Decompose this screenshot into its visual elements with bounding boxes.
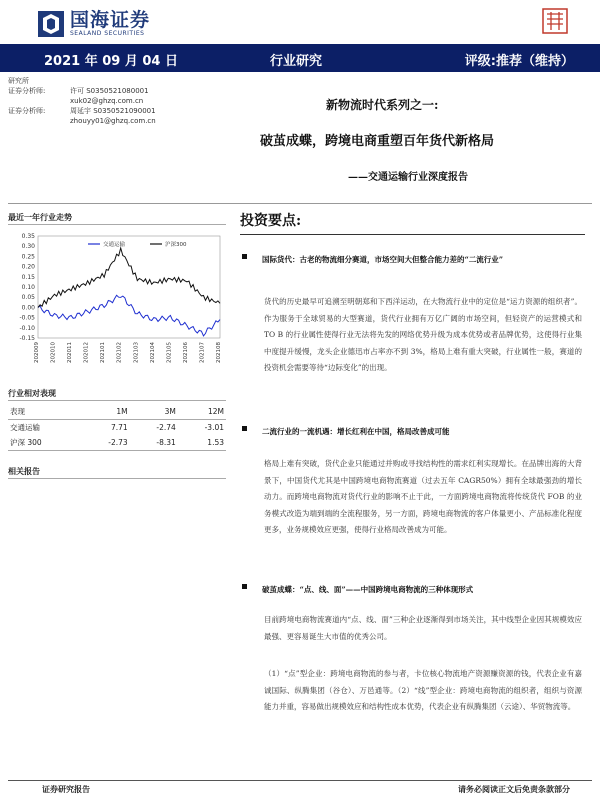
table-cell: 交通运输 <box>10 423 40 432</box>
analyst-info <box>8 76 180 126</box>
perf-title: 行业相对表现 <box>8 389 56 398</box>
bullet-icon <box>242 426 247 431</box>
y-tick-label: -0.05 <box>19 314 35 322</box>
related-reports-title: 相关报告 <box>8 467 40 476</box>
analyst-label: 证券分析师: <box>8 87 46 95</box>
section-body: 格局上难有突破，货代企业只能通过并购或寻找结构性的需求红利实现增长。在品牌出海的大背景下，中国货代尤其是中国跨境电商物流赛道（过去五年 CAGR50%）拥有全球最强劲的增长动力。而跨境电商物流对货代行业的影响不止于此，一方面跨境电商物流将传统货代 FOB 的业务模式改造为端到端的全流程服务，另一方面，跨境电商物流的客户体量更小、产品标准化程度更多，业务规模效应更强，使得行业格局改善成为可能。 <box>264 459 582 534</box>
y-tick-label: 0.05 <box>21 294 35 302</box>
table-cell: -3.01 <box>204 423 224 432</box>
x-tick-label: 202108 <box>216 342 222 363</box>
section-heading: 破茧成蝶：“点、线、面”——中国跨境电商物流的三种体现形式 <box>262 585 474 594</box>
x-tick-label: 202012 <box>83 342 90 363</box>
x-tick-label: 202107 <box>199 342 206 363</box>
analyst-label: 证券分析师: <box>8 107 46 115</box>
section-body: 目前跨境电商物流赛道内“点、线、面”三种企业逐渐得到市场关注，其中线型企业因其规模效应最强、更容易诞生大市值的优秀公司。 <box>264 615 582 641</box>
performance-table <box>8 404 226 451</box>
legend-label: 沪深300 <box>165 242 187 248</box>
x-tick-label: 202009 <box>34 342 40 363</box>
report-rating: 评级:推荐（维持） <box>464 54 574 69</box>
divider <box>8 224 226 225</box>
report-category: 行业研究 <box>270 54 323 69</box>
section-heading: 国际货代：古老的物流细分赛道，市场空间大但整合能力差的“二流行业” <box>262 255 504 264</box>
highlight-section <box>240 582 585 598</box>
table-header-cell: 12M <box>178 404 226 420</box>
y-tick-label: 0.25 <box>21 253 35 261</box>
report-title: 破茧成蝶，跨境电商重塑百年货代新格局 <box>260 134 495 149</box>
analyst-label <box>8 96 70 106</box>
analyst-name: 周延宇 S0350521090001 <box>70 107 156 115</box>
y-tick-label: 0.00 <box>21 304 35 312</box>
table-cell: -8.31 <box>130 435 178 451</box>
highlight-section <box>240 424 585 440</box>
table-cell: -2.73 <box>81 435 129 451</box>
x-tick-label: 202101 <box>100 342 107 363</box>
research-dept: 研究所 <box>8 77 29 85</box>
company-name-en: SEALAND SECURITIES <box>70 30 145 37</box>
research-seal-icon <box>542 8 568 34</box>
x-tick-label: 202010 <box>50 342 57 363</box>
company-name-cn: 国海证券 <box>70 9 151 31</box>
highlight-section <box>240 252 585 268</box>
bullet-icon <box>242 584 247 589</box>
divider <box>8 203 592 204</box>
table-header-row <box>8 404 226 420</box>
logo-mark-icon <box>38 11 64 37</box>
table-header-cell: 表现 <box>8 404 81 420</box>
y-tick-label: -0.10 <box>19 324 35 332</box>
series-line <box>38 295 220 336</box>
x-tick-label: 202104 <box>149 342 156 363</box>
footer-label: 证券研究报告 <box>42 784 90 794</box>
divider <box>8 478 226 479</box>
footer-divider <box>8 780 592 781</box>
company-logo <box>38 10 150 37</box>
y-tick-label: 0.35 <box>21 233 35 240</box>
trend-chart-title: 最近一年行业走势 <box>8 213 72 222</box>
y-tick-label: 0.30 <box>21 243 35 251</box>
x-tick-label: 202011 <box>67 342 74 363</box>
analyst-name: 许可 S0350521080001 <box>70 87 149 95</box>
divider <box>240 234 585 235</box>
table-row <box>8 420 226 436</box>
table-header-cell: 1M <box>81 404 129 420</box>
table-cell: 1.53 <box>178 435 226 451</box>
section-body: （1）“点”型企业：跨境电商物流的参与者，卡位核心物流地产资源赚资源的钱，代表企业有嘉诚国际、纵腾集团（谷仓）、万邑通等。（2）“线”型企业：跨境电商物流的组织者，组织与资源能力并重，容易做出规模效应和结构性成本优势，代表企业有纵腾集团（云途）、华贸物流等。 <box>264 669 582 711</box>
divider <box>8 400 226 401</box>
table-header-cell: 3M <box>130 404 178 420</box>
x-tick-label: 202105 <box>166 342 173 363</box>
table-cell: -2.74 <box>156 423 176 432</box>
table-row <box>8 435 226 451</box>
series-title: 新物流时代系列之一: <box>326 98 439 112</box>
header-band <box>0 44 600 72</box>
report-date: 2021 年 09 月 04 日 <box>44 54 178 69</box>
y-tick-label: 0.15 <box>21 273 35 281</box>
analyst-email: xuk02@ghzq.com.cn <box>70 97 144 105</box>
footer-disclaimer: 请务必阅读正文后免责条款部分 <box>458 784 570 794</box>
series-line <box>38 248 220 307</box>
y-tick-label: -0.15 <box>19 335 35 342</box>
section-heading: 二流行业的一流机遇：增长红利在中国，格局改善成可能 <box>262 427 450 436</box>
bullet-icon <box>242 254 247 259</box>
plot-frame <box>38 236 220 338</box>
x-tick-label: 202102 <box>116 342 123 363</box>
table-cell: 沪深 300 <box>8 435 81 451</box>
y-tick-label: 0.20 <box>21 263 35 271</box>
trend-chart <box>8 226 226 376</box>
report-subtitle: ——交通运输行业深度报告 <box>348 172 468 183</box>
legend-label: 交通运输 <box>103 242 126 248</box>
x-tick-label: 202103 <box>133 342 140 363</box>
x-tick-label: 202106 <box>182 342 189 363</box>
section-body: 货代的历史最早可追溯至明朝郑和下西洋运动，在大物流行业中的定位是“运力资源的组织者”。作为服务于全球贸易的大型赛道，货代行业拥有万亿广阔的市场空间，但轻资产的运营模式和 TO B 的行业属性使得行业无法将先发的网络优势升级为成本优势或者品牌优势，这使得行业集中度提升缓慢，龙头企业德迅市占率亦不到 3%，格局上难有重大突破，行业属性一般，赛道的投资机会需要等待“边际变化”的出现。 <box>264 297 582 372</box>
analyst-label <box>8 116 70 126</box>
y-tick-label: 0.10 <box>21 284 35 291</box>
analyst-email: zhouyy01@ghzq.com.cn <box>70 117 156 125</box>
highlights-heading: 投资要点: <box>240 213 302 229</box>
table-cell: 7.71 <box>110 423 128 432</box>
